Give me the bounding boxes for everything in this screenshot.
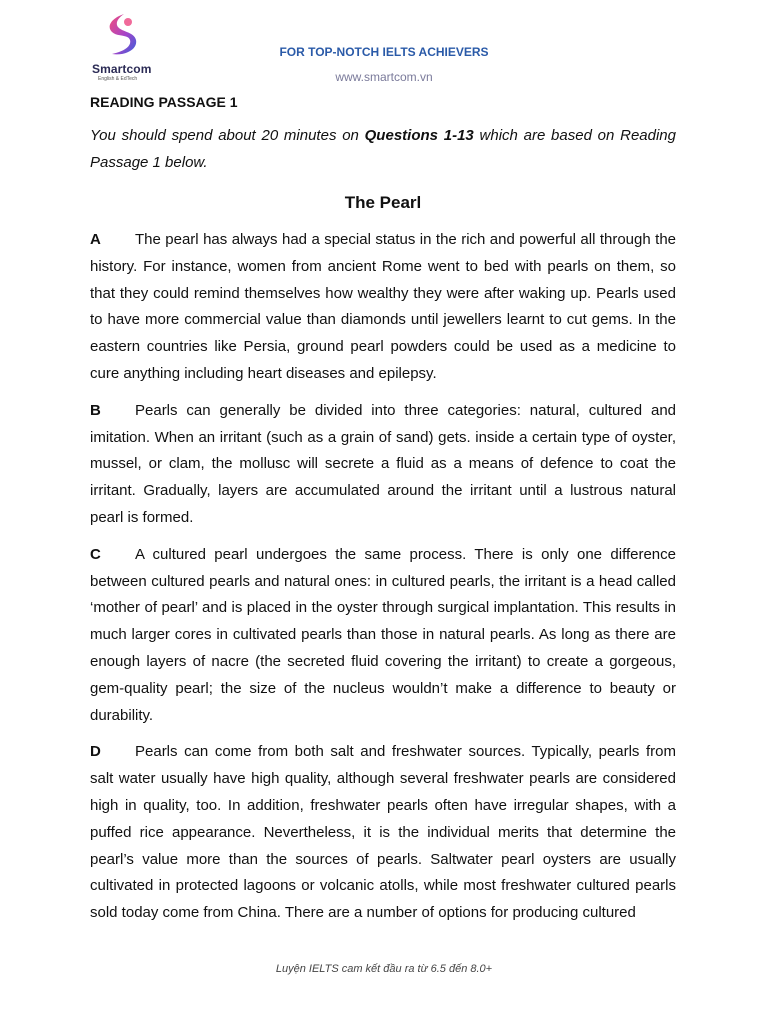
logo-tagline: English & EdTech <box>98 76 138 82</box>
paragraph-a <box>90 227 676 388</box>
logo-wordmark: Smartcom <box>92 62 152 76</box>
instruction-before: You should spend about 20 minutes on <box>90 127 365 144</box>
paragraph-text: A cultured pearl undergoes the same process. There is only one difference between cultured pearls and natural ones: in cultured pearls, the irritant is a head called ‘mother of pearl’ and is placed in the oyster through surgical implantation. This results in much larger cores in cultivated pearls than those in natural pearls. As long as there are enough layers of nacre (the secreted fluid covering the irritant) to create a gorgeous, gem-quality pearl; the size of the nucleus wouldn’t make a difference to beauty or durability. <box>90 545 676 724</box>
paragraph-letter: D <box>90 743 101 761</box>
instruction-questions: Questions 1-13 <box>364 127 474 144</box>
instruction-after: which are based on Reading Passage 1 below. <box>90 127 676 171</box>
article-title: The Pearl <box>344 193 422 212</box>
paragraph-text: Pearls can come from both salt and freshwater sources. Typically, pearls from salt water usually have high quality, although several freshwater pearls are considered high in quality, too. In addition, freshwater pearls often have irregular shapes, with a puffed rice appearance. Nevertheless, it is the individual merits that determine the pearl’s value more than the sources of pearls. Saltwater pearl oysters are usually cultivated in protected lagoons or volcanic atolls, while most freshwater cultured pearls sold today come from China. There are a number of options for producing cultured <box>90 743 676 922</box>
passage-title: READING PASSAGE 1 <box>90 94 238 110</box>
paragraph-text: The pearl has always had a special status in the rich and powerful all through the history. For instance, women from ancient Rome went to bed with pearls on them, so that they could remind themselves how wealthy they were after waking up. Pearls used to have more commercial value than diamonds until jewellers learnt to cut gems. In the eastern countries like Persia, ground pearl powders could be used as a medicine to cure anything including heart diseases and epilepsy. <box>90 231 676 382</box>
paragraph-d <box>90 739 676 927</box>
paragraph-b <box>90 398 676 532</box>
page-header <box>0 0 768 92</box>
paragraph-c <box>90 542 676 730</box>
paragraph-letter: B <box>90 401 101 419</box>
paragraph-letter: A <box>90 231 101 248</box>
page-footer: Luyện IELTS cam kết đầu ra từ 6.5 đến 8.0+ <box>275 963 493 975</box>
document-body <box>90 94 676 927</box>
paragraph-text: Pearls can generally be divided into three categories: natural, cultured and imitation. When an irritant (such as a grain of sand) gets. inside a certain type of oyster, mussel, or clam, the mollusc will secrete a fluid as a means of defence to coat the irritant. Gradually, layers are accumulated around the irritant until a lustrous natural pearl is formed. <box>90 401 676 526</box>
website-link[interactable]: www.smartcom.vn <box>335 70 433 84</box>
instruction-text <box>90 122 676 176</box>
header-tagline: FOR TOP-NOTCH IELTS ACHIEVERS <box>279 45 489 59</box>
paragraph-letter: C <box>90 545 101 563</box>
